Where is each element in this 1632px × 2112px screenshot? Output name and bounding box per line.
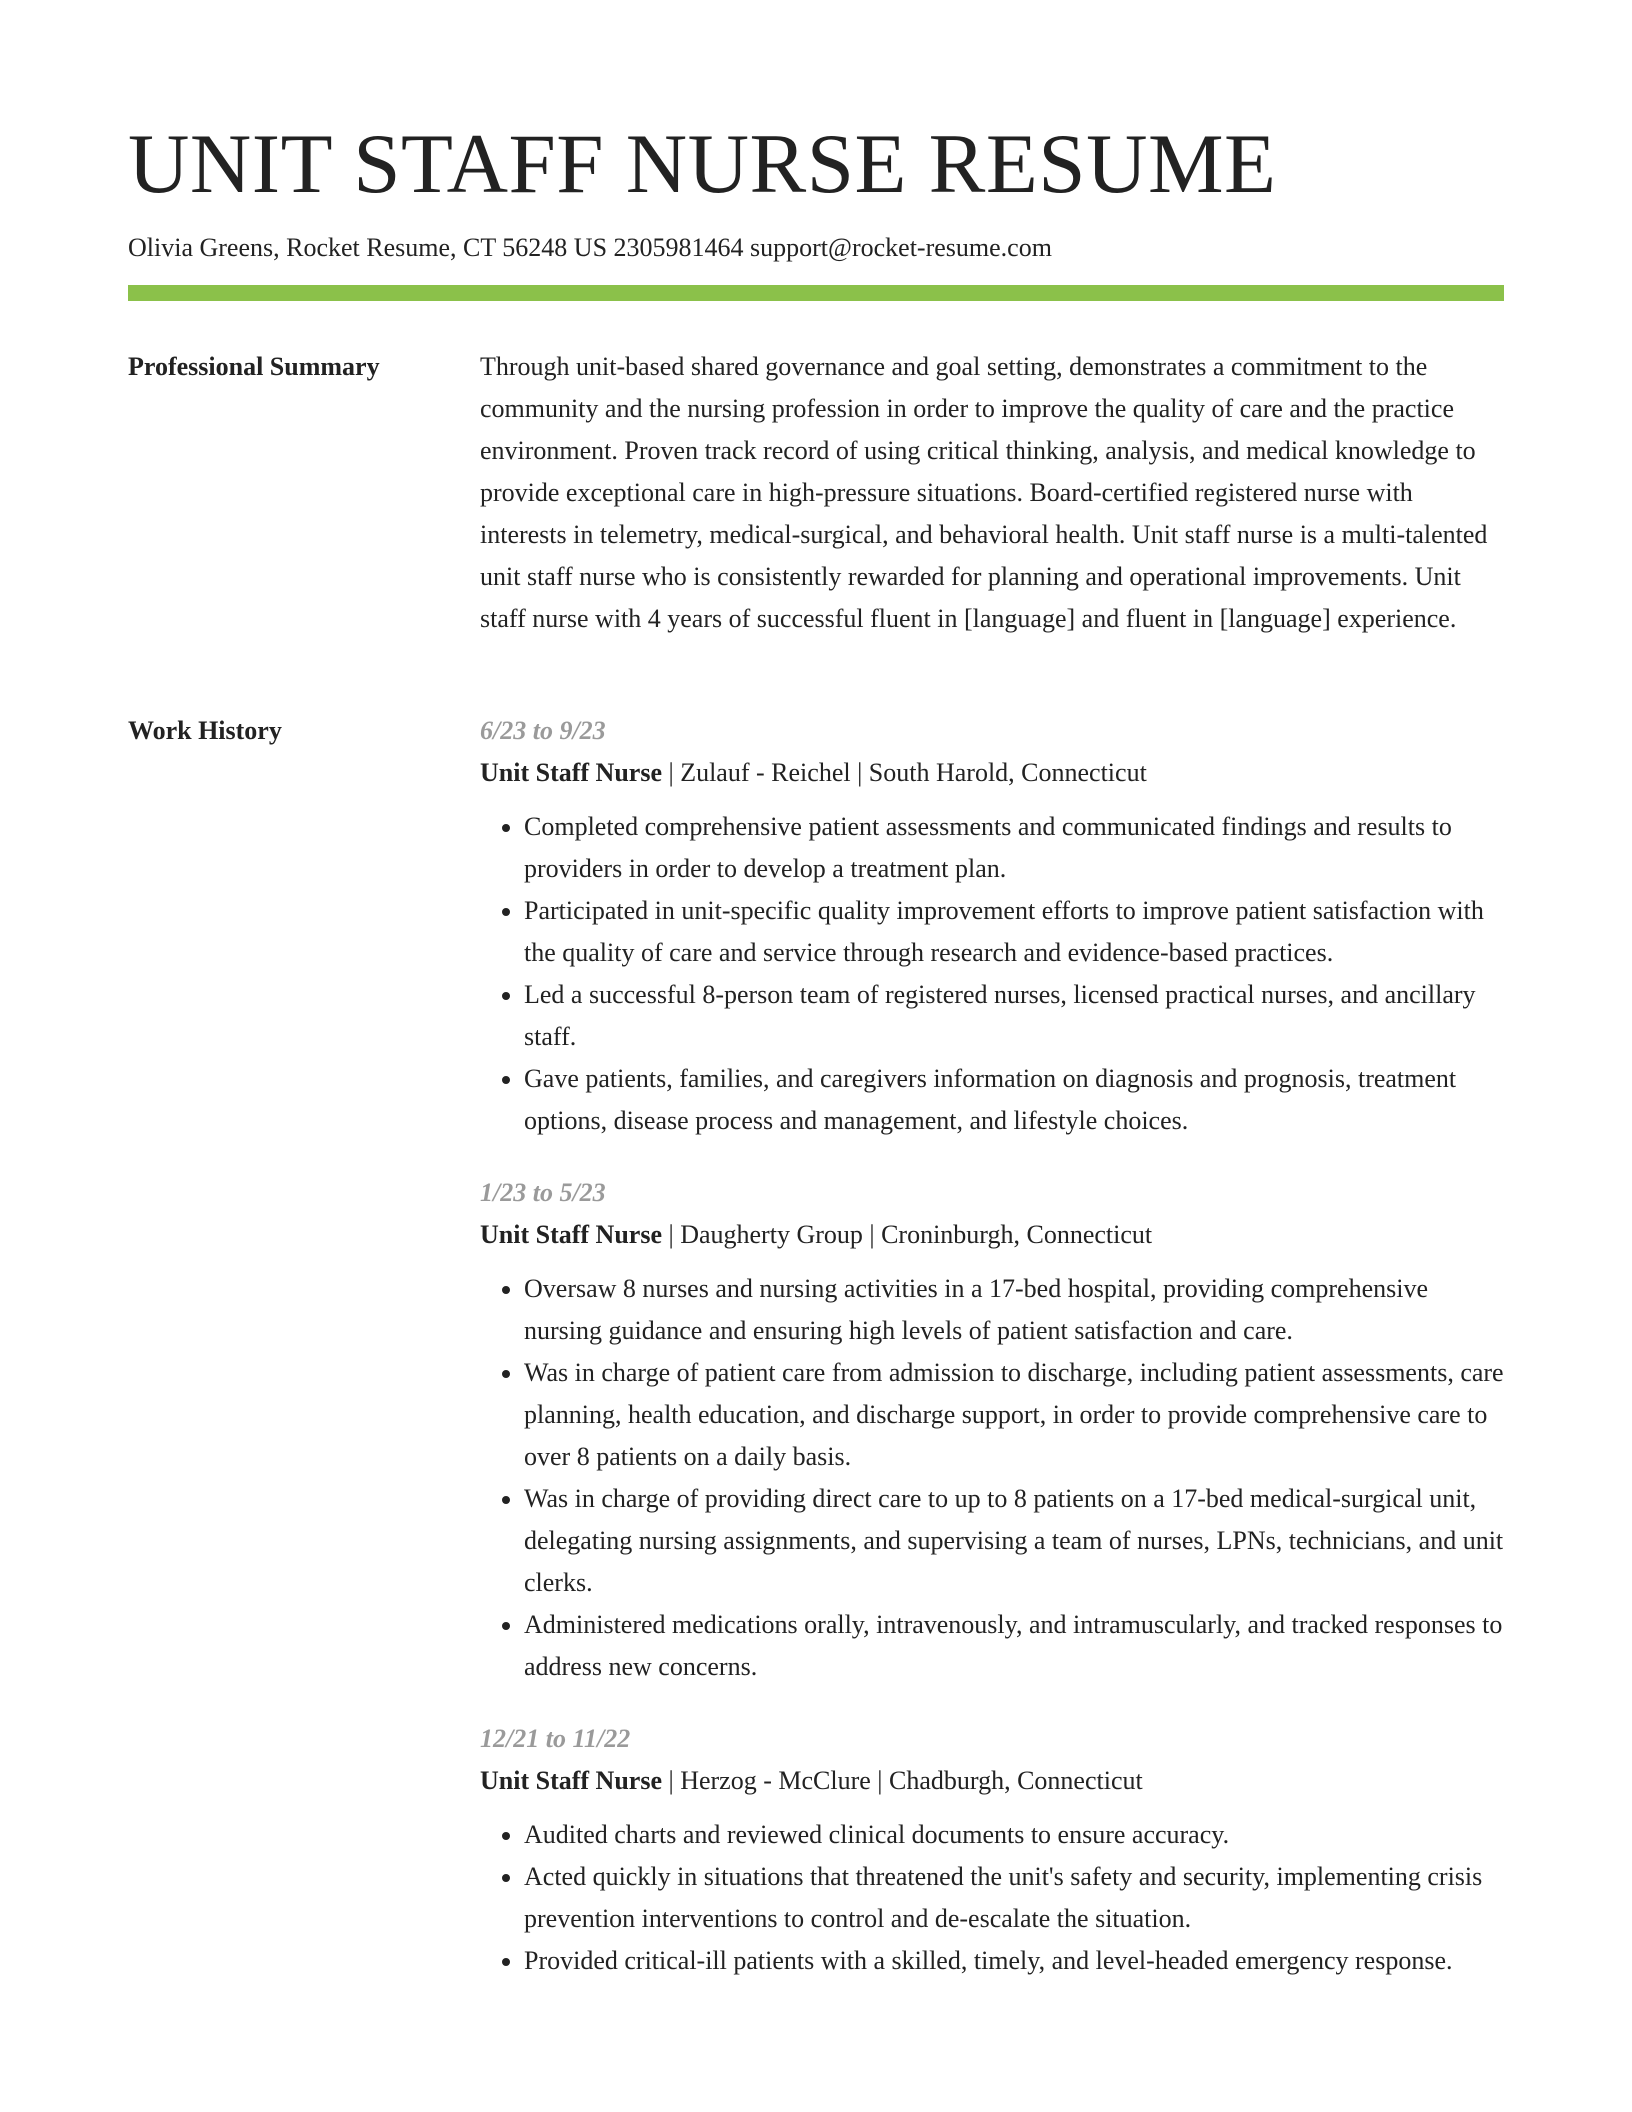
job-bullet-list — [480, 1814, 1504, 1982]
job-title-line — [480, 1760, 1504, 1802]
job-entry — [480, 1718, 1504, 1982]
contact-email: support@rocket-resume.com — [750, 233, 1052, 262]
job-bullet-list — [480, 1268, 1504, 1688]
job-title-line — [480, 1214, 1504, 1256]
work-history-body — [480, 710, 1504, 2012]
contact-phone: 2305981464 — [613, 233, 744, 262]
job-dates: 12/21 to 11/22 — [480, 1724, 631, 1753]
job-bullet: • Oversaw 8 nurses and nursing activities in a 17-bed hospital, providing comprehensive nursing guidance and ensuring high levels of patient satisfaction and care. — [524, 1268, 1504, 1352]
job-title-line — [480, 752, 1504, 794]
job-bullet: • Acted quickly in situations that threatened the unit's safety and security, implementing crisis prevention interventions to control and de-escalate the situation. — [524, 1856, 1504, 1940]
job-bullet: • Provided critical-ill patients with a skilled, timely, and level-headed emergency response. — [524, 1940, 1504, 1982]
job-dates: 1/23 to 5/23 — [480, 1178, 606, 1207]
job-employer-location: | Zulauf - Reichel | South Harold, Connecticut — [662, 758, 1147, 787]
work-history-heading: Work History — [128, 716, 282, 745]
resume-title: UNIT STAFF NURSE RESUME — [128, 117, 1277, 211]
job-role: Unit Staff Nurse — [480, 1766, 662, 1795]
job-employer-location: | Herzog - McClure | Chadburgh, Connecticut — [662, 1766, 1143, 1795]
job-entry — [480, 710, 1504, 1142]
job-bullet: • Administered medications orally, intravenously, and intramuscularly, and tracked responses to address new concerns. — [524, 1604, 1504, 1688]
job-bullet: • Was in charge of patient care from admission to discharge, including patient assessments, care planning, health education, and discharge support, in order to provide comprehensive care to over 8 patients on a daily basis. — [524, 1352, 1504, 1478]
job-role: Unit Staff Nurse — [480, 758, 662, 787]
job-bullet: • Led a successful 8-person team of registered nurses, licensed practical nurses, and ancillary staff. — [524, 974, 1504, 1058]
job-bullet-list — [480, 806, 1504, 1142]
job-bullet: • Completed comprehensive patient assessments and communicated findings and results to providers in order to develop a treatment plan. — [524, 806, 1504, 890]
job-bullet: • Participated in unit-specific quality improvement efforts to improve patient satisfaction with the quality of care and service through research and evidence-based practices. — [524, 890, 1504, 974]
header-divider — [128, 285, 1504, 301]
summary-body — [480, 346, 1504, 640]
contact-line — [128, 230, 1052, 266]
contact-name: Olivia Greens, — [128, 233, 280, 262]
contact-location: Rocket Resume, CT 56248 US — [286, 233, 608, 262]
job-role: Unit Staff Nurse — [480, 1220, 662, 1249]
job-dates: 6/23 to 9/23 — [480, 716, 606, 745]
summary-text: Through unit-based shared governance and goal setting, demonstrates a commitment to the community and the nursing profession in order to improve the quality of care and the practice environment. Proven track record of using critical thinking, analysis, and medical knowledge to provide exceptional care in high-pressure situations. Board-certified registered nurse with interests in telemetry, medical-surgical, and behavioral health. Unit staff nurse is a multi-talented unit staff nurse who is consistently rewarded for planning and operational improvements. Unit staff nurse with 4 years of successful fluent in [language] and fluent in [language] experience. — [480, 352, 1488, 633]
job-bullet: • Audited charts and reviewed clinical documents to ensure accuracy. — [524, 1814, 1504, 1856]
job-bullet: • Was in charge of providing direct care to up to 8 patients on a 17-bed medical-surgical unit, delegating nursing assignments, and supervising a team of nurses, LPNs, technicians, and unit clerks. — [524, 1478, 1504, 1604]
summary-heading: Professional Summary — [128, 352, 380, 381]
job-employer-location: | Daugherty Group | Croninburgh, Connecticut — [662, 1220, 1153, 1249]
job-entry — [480, 1172, 1504, 1688]
job-bullet: • Gave patients, families, and caregivers information on diagnosis and prognosis, treatment options, disease process and management, and lifestyle choices. — [524, 1058, 1504, 1142]
